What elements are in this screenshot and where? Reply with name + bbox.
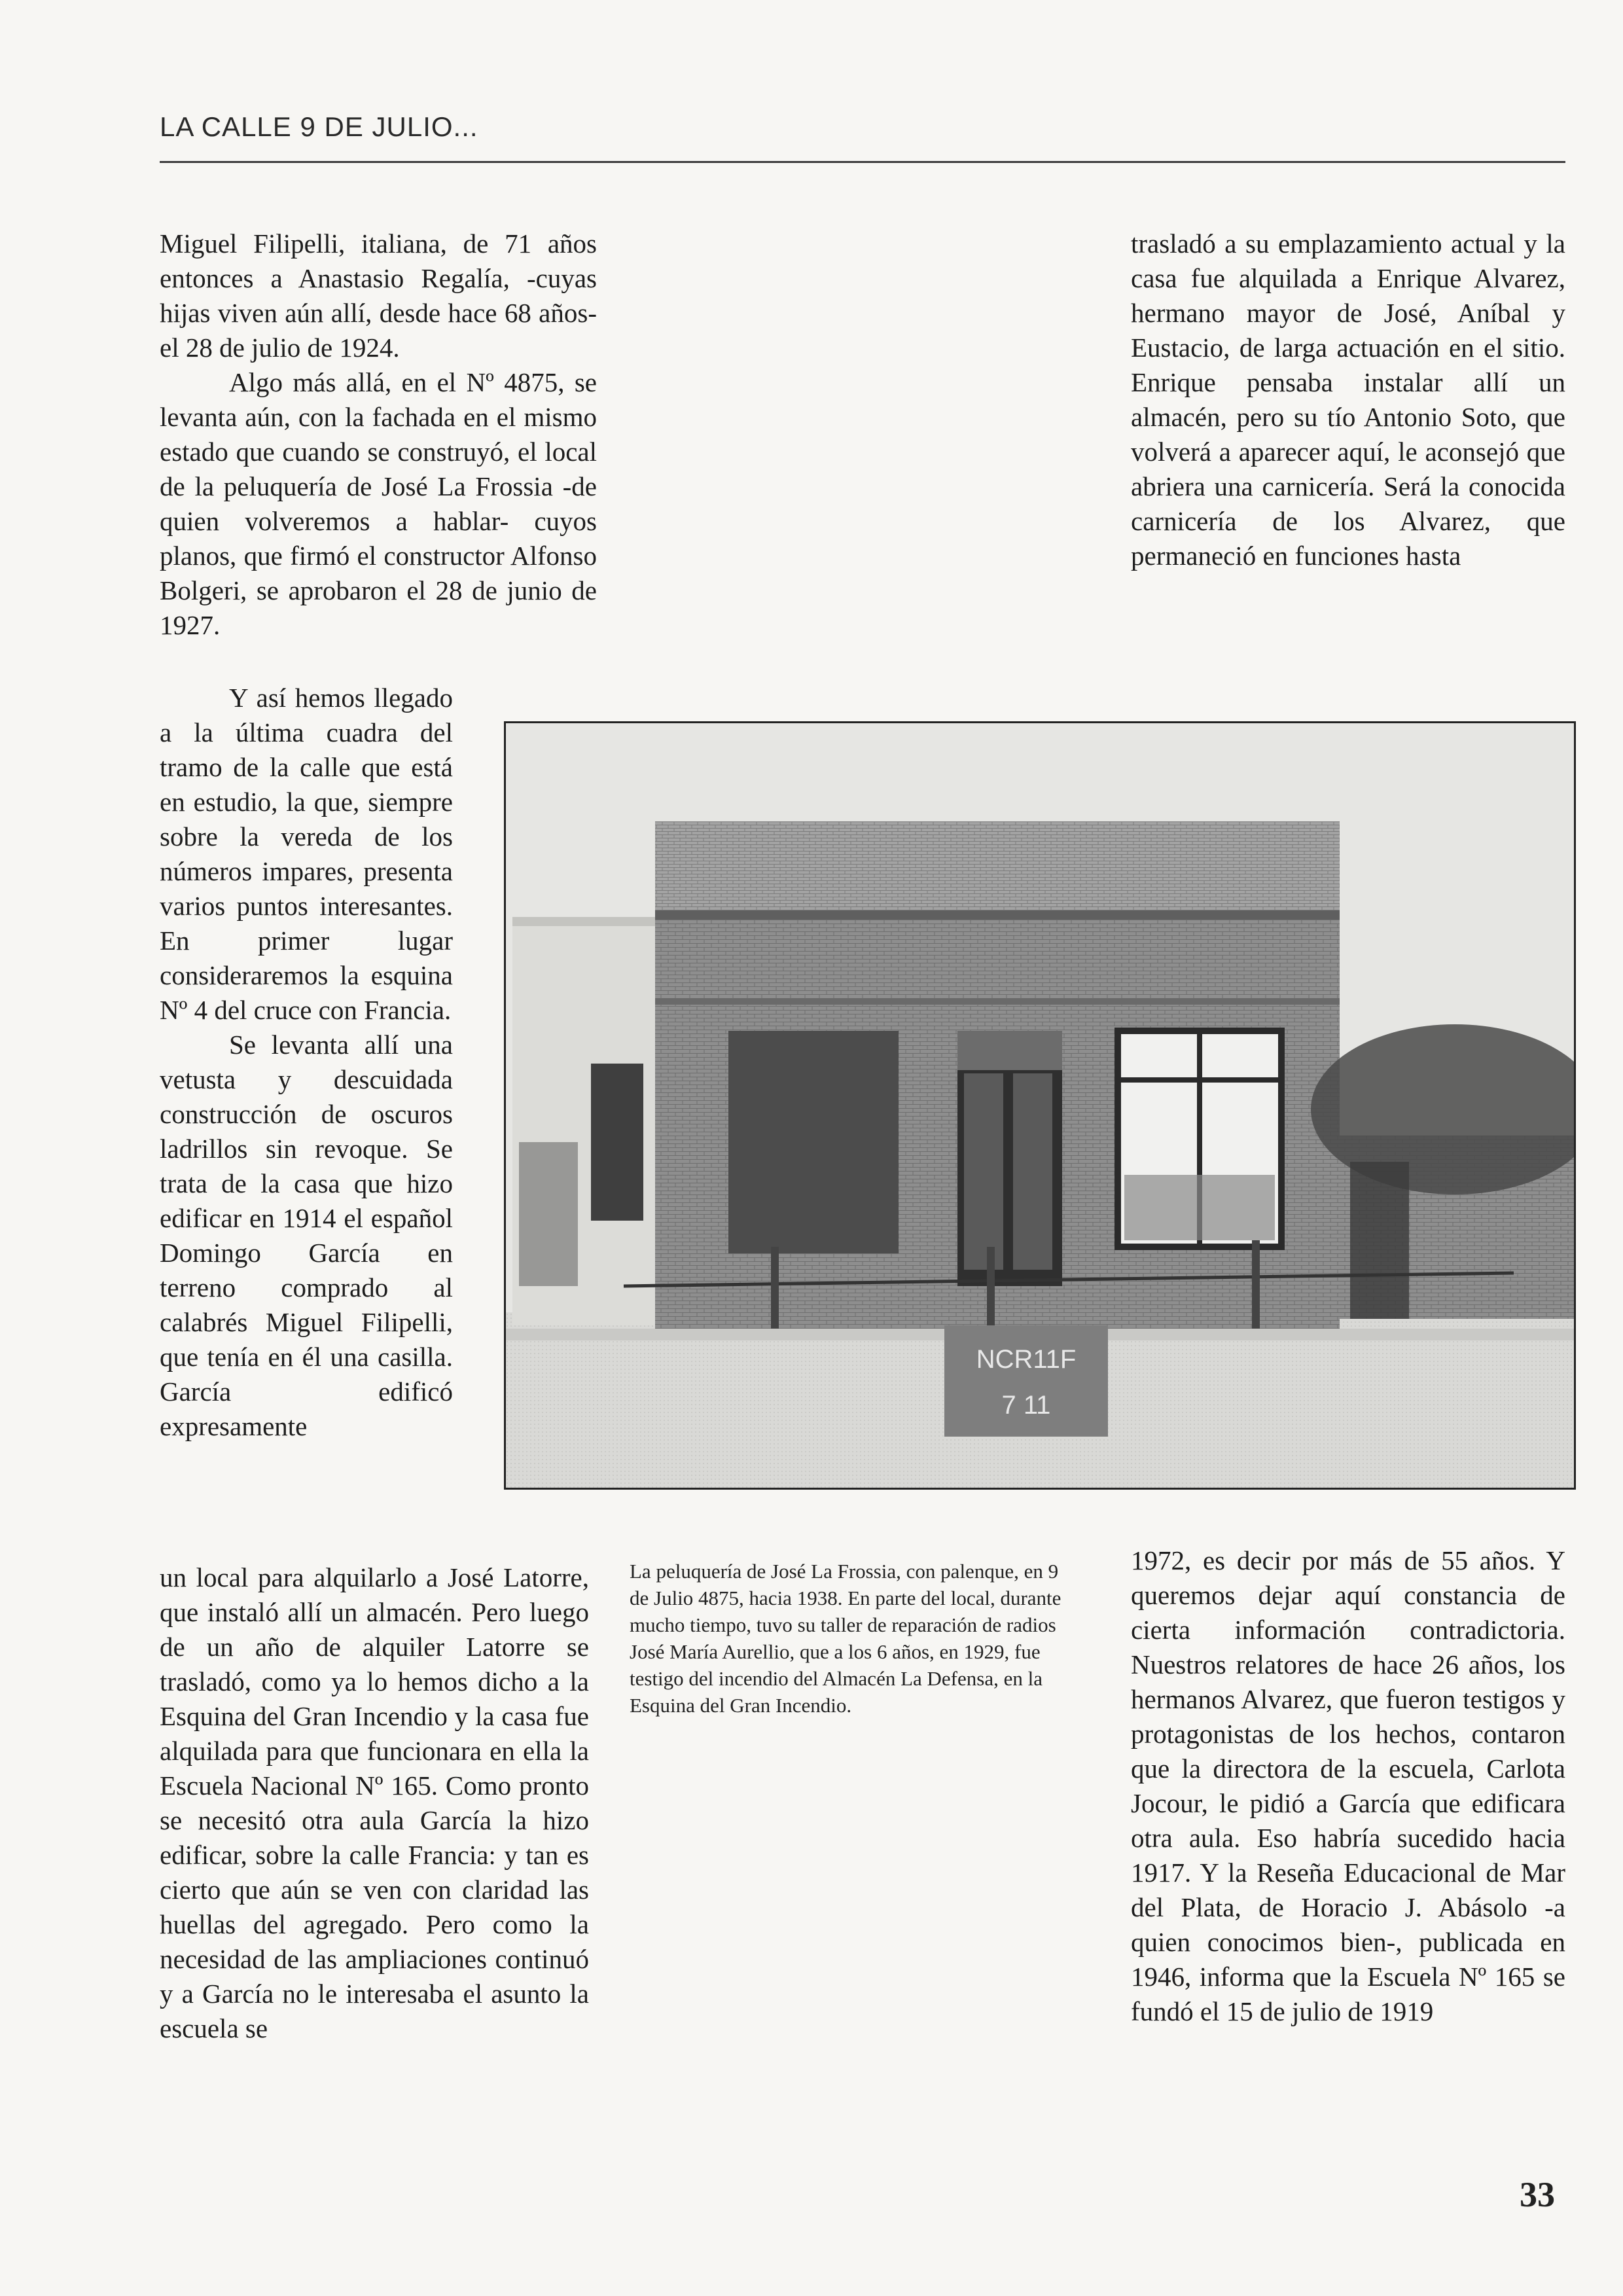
paragraph: trasladó a su emplazamiento actual y la casa fue alquilada a Enrique Alvarez, hermano mayor de José, Aníbal y Eustacio, de larga actuación en el sitio. Enrique pensaba instalar allí un almacén, pero su tío Antonio Soto, que volverá a aparecer aquí, le aconsejó que abriera una carnicería. Será la conocida carnicería de los Alvarez, que permaneció en funciones hasta — [1131, 228, 1565, 571]
shuttered-window — [728, 1031, 899, 1253]
left-column-narrow — [160, 681, 453, 1444]
paragraph: Algo más allá, en el Nº 4875, se levanta aún, con la fachada en el mismo estado que cuando se construyó, el local de la peluquería de José La Frossia -de quien volveremos a hablar- cuyos planos, que firmó el constructor Alfonso Bolgeri, se aprobaron el 28 de junio de 1927. — [160, 367, 597, 640]
right-column-bottom — [1131, 1543, 1565, 2029]
paragraph: un local para alquilarlo a José Latorre, que instaló allí un almacén. Pero luego de un año de alquiler Latorre se trasladó, como ya lo hemos dicho a la Esquina del Gran Incendio y la casa fue alquilada para que funcionara en ella la Escuela Nacional Nº 165. Como pronto se necesitó otra aula García la hizo edificar, sobre la calle Francia: y tan es cierto que aún se ven con claridad las huellas del agregado. Pero como la necesidad de las ampliaciones continuó y a García no le interesaba el asunto la escuela se — [160, 1562, 589, 2043]
rail-post — [1252, 1240, 1260, 1332]
rail-post — [771, 1247, 779, 1332]
barbershop-photo — [504, 721, 1576, 1490]
left-column-bottom — [160, 1560, 589, 2046]
photo-illustration — [506, 723, 1574, 1488]
photo-sign-top: NCR11F — [976, 1345, 1077, 1374]
paragraph: Se levanta allí una vetusta y descuidada construcción de oscuros ladrillos sin revoque. Se trata de la casa que hizo edificar en 1914 el español Domingo García en terreno comprado al calabrés Miguel Filipelli, que tenía en él una casilla. García edificó expresamente — [160, 1030, 453, 1441]
running-header: LA CALLE 9 DE JULIO... — [160, 111, 478, 142]
photo-caption: La peluquería de José La Frossia, con palenque, en 9 de Julio 4875, hacia 1938. En parte del local, durante mucho tiempo, tuvo su taller de reparación de radios José María Aurellio, que a los 6 años, en 1929, fue testigo del incendio del Almacén La Defensa, en la Esquina del Gran Incendio. — [630, 1560, 1061, 1717]
photo-sign-bottom: 7 11 — [1001, 1391, 1051, 1420]
header-rule — [160, 161, 1565, 163]
parapet — [655, 821, 1340, 913]
photo-sign — [944, 1325, 1108, 1437]
page-number: 33 — [1520, 2175, 1555, 2214]
neighbor-window — [591, 1064, 643, 1221]
shrub — [519, 1142, 578, 1286]
left-column-top — [160, 226, 597, 643]
paragraph: Miguel Filipelli, italiana, de 71 años entonces a Anastasio Regalía, -cuyas hijas viven aún allí, desde hace 68 años- el 28 de julio de 1924. — [160, 228, 597, 363]
right-column-top — [1131, 226, 1565, 573]
paragraph: Y así hemos llegado a la última cuadra del tramo de la calle que está en estudio, la que, siempre sobre la vereda de los números impares, presenta varios puntos interesantes. En primer lugar consideraremos la esquina Nº 4 del cruce con Francia. — [160, 683, 453, 1025]
paragraph: 1972, es decir por más de 55 años. Y queremos dejar aquí constancia de cierta información contradictoria. Nuestros relatores de hace 26 años, los hermanos Alvarez, que fueron testigos y protagonistas de los hechos, contaron que la directora de la escuela, Carlota Jocour, le pidió a García que edificara otra aula. Eso habría sucedido hacia 1917. Y la Reseña Educacional de Mar del Plata, de Horacio J. Abásolo -a quien conocimos bien-, publicada en 1946, informa que la Escuela Nº 165 se fundó el 15 de julio de 1919 — [1131, 1545, 1565, 2026]
rail-post — [987, 1247, 995, 1332]
